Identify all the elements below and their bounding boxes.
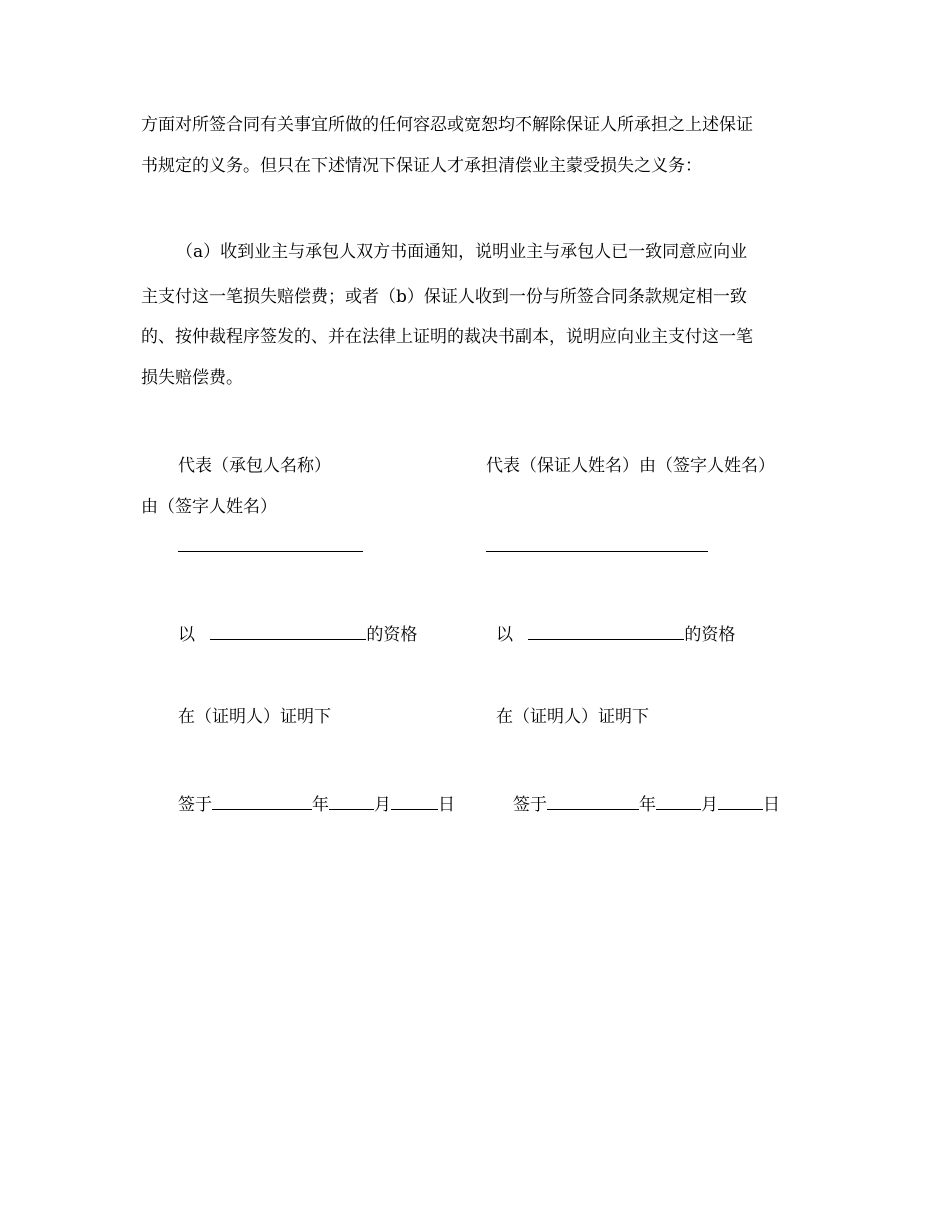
right-month-blank[interactable]: [656, 791, 701, 810]
left-year-blank[interactable]: [212, 791, 312, 810]
right-capacity-prefix: 以: [496, 625, 513, 645]
left-capacity-blank[interactable]: [210, 621, 366, 640]
right-capacity-blank[interactable]: [528, 621, 684, 640]
right-year-blank[interactable]: [547, 791, 639, 810]
left-signer-label: 由（签字人姓名）: [141, 497, 277, 517]
left-signed-at-label: 签于: [178, 795, 212, 815]
left-signature-line[interactable]: [178, 551, 363, 552]
left-date-row: [178, 791, 455, 816]
left-day-label: 日: [438, 795, 455, 815]
paragraph2-line2: 主支付这一笔损失赔偿费；或者（b）保证人收到一份与所签合同条款规定相一致: [141, 287, 747, 307]
paragraph1-line2: 书规定的义务。但只在下述情况下保证人才承担清偿业主蒙受损失之义务：: [141, 156, 702, 176]
right-capacity-suffix: 的资格: [684, 625, 736, 645]
paragraph2-line4: 损失赔偿费。: [141, 368, 243, 388]
left-capacity-row: [178, 621, 417, 646]
right-day-label: 日: [763, 795, 780, 815]
left-day-blank[interactable]: [391, 791, 438, 810]
left-representative-label: 代表（承包人名称）: [178, 456, 331, 476]
right-month-label: 月: [701, 795, 718, 815]
right-day-blank[interactable]: [718, 791, 763, 810]
left-capacity-suffix: 的资格: [366, 625, 418, 645]
left-month-label: 月: [374, 795, 391, 815]
right-date-row: [513, 791, 780, 816]
right-representative-label: 代表（保证人姓名）由（签字人姓名）: [486, 456, 775, 476]
left-year-label: 年: [312, 795, 329, 815]
right-signature-line[interactable]: [486, 551, 708, 552]
right-capacity-row: [496, 621, 735, 646]
left-witness-label: 在（证明人）证明下: [178, 707, 331, 727]
right-year-label: 年: [639, 795, 656, 815]
paragraph2-line1: （a）收到业主与承包人双方书面通知，说明业主与承包人已一致同意应向业: [176, 242, 748, 262]
left-capacity-prefix: 以: [178, 625, 195, 645]
right-witness-label: 在（证明人）证明下: [496, 707, 649, 727]
left-month-blank[interactable]: [329, 791, 374, 810]
paragraph2-line3: 的、按仲裁程序签发的、并在法律上证明的裁决书副本，说明应向业主支付这一笔: [141, 327, 753, 347]
paragraph1-line1: 方面对所签合同有关事宜所做的任何容忍或宽恕均不解除保证人所承担之上述保证: [141, 115, 753, 135]
right-signed-at-label: 签于: [513, 795, 547, 815]
